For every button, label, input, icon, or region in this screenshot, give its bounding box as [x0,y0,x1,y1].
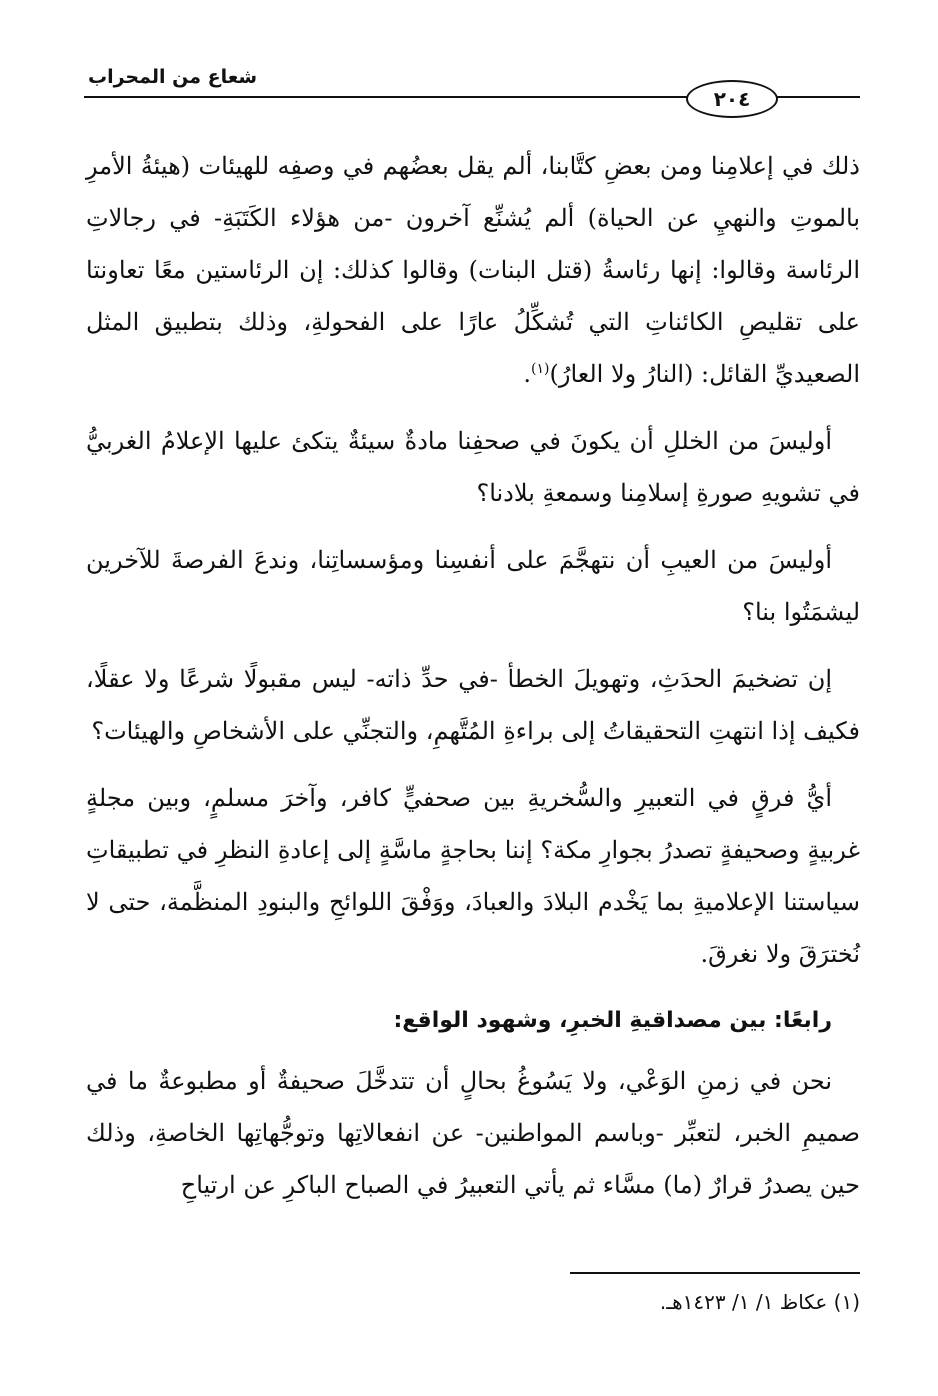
paragraph-3: أوليسَ من العيبِ أن نتهجَّمَ على أنفسِنا ومؤسساتِنا، وندعَ الفرصةَ للآخرين ليشمَتُوا بنا؟ [86,546,860,626]
section-heading: رابعًا: بين مصداقيةِ الخبرِ، وشهود الواقع: [393,1008,832,1033]
footnote: (١) عكاظ ١/ ١/ ١٤٢٣هـ. [659,1290,860,1314]
paragraph-2: أوليسَ من الخللِ أن يكونَ في صحفِنا مادةٌ سيئةٌ يتكئ عليها الإعلامُ الغربيُّ في تشويهِ صورةِ إسلامِنا وسمعةِ بلادنا؟ [86,427,860,507]
page-number: ٢٠٤ [713,87,751,111]
paragraph-6: نحن في زمنِ الوَعْي، ولا يَسُوغُ بحالٍ أن تتدخَّلَ صحيفةٌ أو مطبوعةٌ ما في صميمِ الخبر، لتعبِّر -وباسم المواطنين- عن انفعالاتِها وتوجُّهاتِها الخاصةِ، وذلك حين يصدرُ قرارٌ (ما) مسَّاء ثم يأتي التعبيرُ في الصباح الباكرِ عن ارتياحِ [86,1067,860,1199]
paragraph-1 [86,140,860,400]
footnote-marker: (١) [531,361,550,377]
body-text [86,140,860,1226]
paragraph-1-text: ذلك في إعلامِنا ومن بعضِ كتَّابنا، ألم يقل بعضُهم في وصفِه للهيئات (هيئةُ الأمرِ بالموتِ والنهيِ عن الحياة) ألم يُشنِّع آخرون -من هؤلاء الكَتَبَةِ- في رجالاتِ الرئاسة وقالوا: إنها رئاسةُ (قتل البنات) وقالوا كذلك: إن الرئاستين معًا تعاونتا على تقليصِ الكائناتِ التي تُشكِّلُ عارًا على الفحولةِ، وذلك بتطبيق المثل الصعيديِّ القائل: (النارُ ولا العارُ) [86,152,860,388]
page-number-badge [686,80,778,118]
paragraph-5: أيُّ فرقٍ في التعبيرِ والسُّخريةِ بين صحفيٍّ كافر، وآخرَ مسلمٍ، وبين مجلةٍ غربيةٍ وصحيفةٍ تصدرُ بجوارِ مكة؟ إننا بحاجةٍ ماسَّةٍ إلى إعادةِ النظرِ في تطبيقاتِ سياستنا الإعلاميةِ بما يَخْدم البلادَ والعبادَ، ووَفْقَ اللوائحِ والبنودِ المنظَّمة، حتى لا نُخترَقَ ولا نغرقَ. [86,784,860,968]
paragraph-1-end: . [523,360,532,388]
running-title: شعاع من المحراب [88,66,258,88]
paragraph-4: إن تضخيمَ الحدَثِ، وتهويلَ الخطأ -في حدِّ ذاته- ليس مقبولًا شرعًا ولا عقلًا، فكيف إذا انتهتِ التحقيقاتُ إلى براءةِ المُتَّهمِ، والتجنِّي على الأشخاصِ والهيئات؟ [86,665,860,745]
footnote-rule [570,1272,860,1274]
